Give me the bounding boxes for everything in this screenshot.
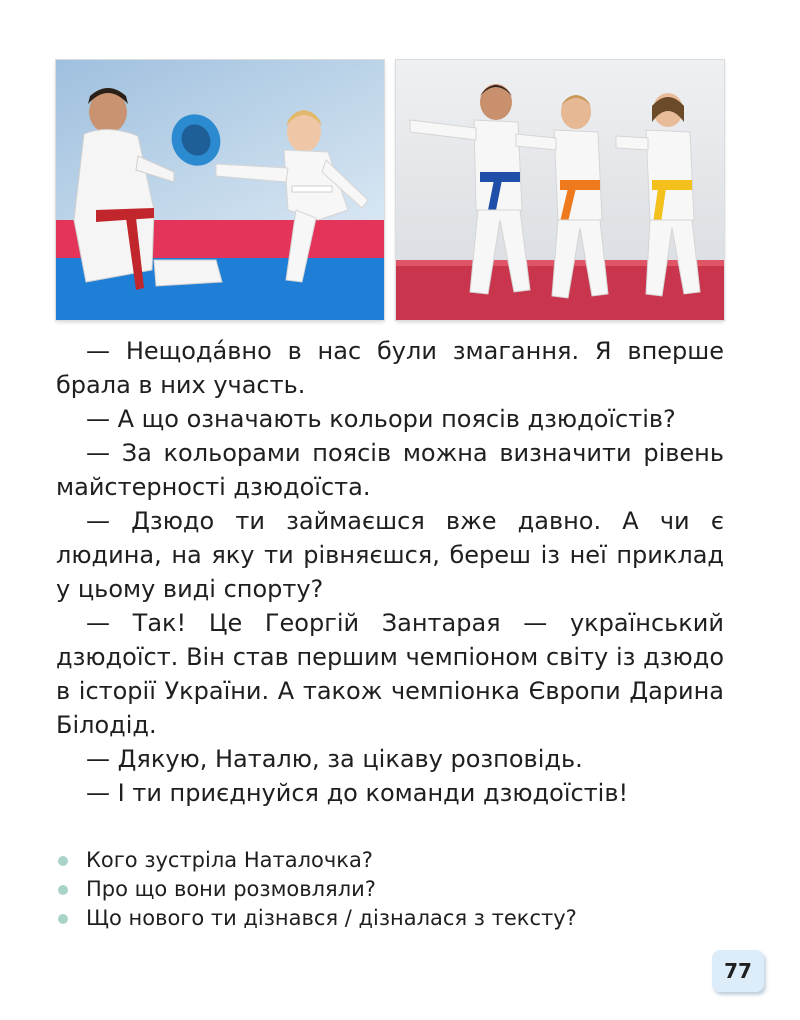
question-text: Про що вони розмовляли? — [86, 877, 376, 901]
dialogue-line: — Так! Це Георгій Зантарая — український дзюдоїст. Він став першим чемпіоном світу із дзюдо в історії України. А також чемпіонка Європи Дарина Білодід. — [56, 609, 724, 739]
question-item — [56, 875, 724, 904]
bullet-icon — [58, 914, 68, 924]
dialogue-line: — За кольорами поясів можна визначити рівень майстерності дзюдоїста. — [56, 439, 724, 501]
question-text: Кого зустріла Наталочка? — [86, 848, 373, 872]
dialogue-line: — Дзюдо ти займаєшся вже давно. А чи є людина, на яку ти рівняєшся, береш із неї приклад у цьому виді спорту? — [56, 507, 724, 603]
judo-kick-photo — [56, 60, 384, 320]
dialogue-line: — І ти приєднуйся до команди дзюдоїстів! — [86, 779, 629, 807]
question-list — [56, 846, 724, 933]
dialogue-text — [56, 334, 724, 810]
bullet-icon — [58, 856, 68, 866]
dialogue-line: — А що означають кольори поясів дзюдоїстів? — [86, 405, 676, 433]
page-number: 77 — [712, 950, 764, 992]
dialogue-line: — Нещода́вно в нас були змагання. Я вперше брала в них участь. — [56, 337, 724, 399]
judo-kick-photo-illustration — [56, 60, 384, 320]
karate-kids-photo — [396, 60, 724, 320]
bullet-icon — [58, 885, 68, 895]
dialogue-line: — Дякую, Наталю, за цікаву розповідь. — [86, 745, 583, 773]
karate-kids-photo-illustration — [396, 60, 724, 320]
question-item — [56, 904, 724, 933]
question-text: Що нового ти дізнався / дізналася з тексту? — [86, 906, 577, 930]
question-item — [56, 846, 724, 875]
